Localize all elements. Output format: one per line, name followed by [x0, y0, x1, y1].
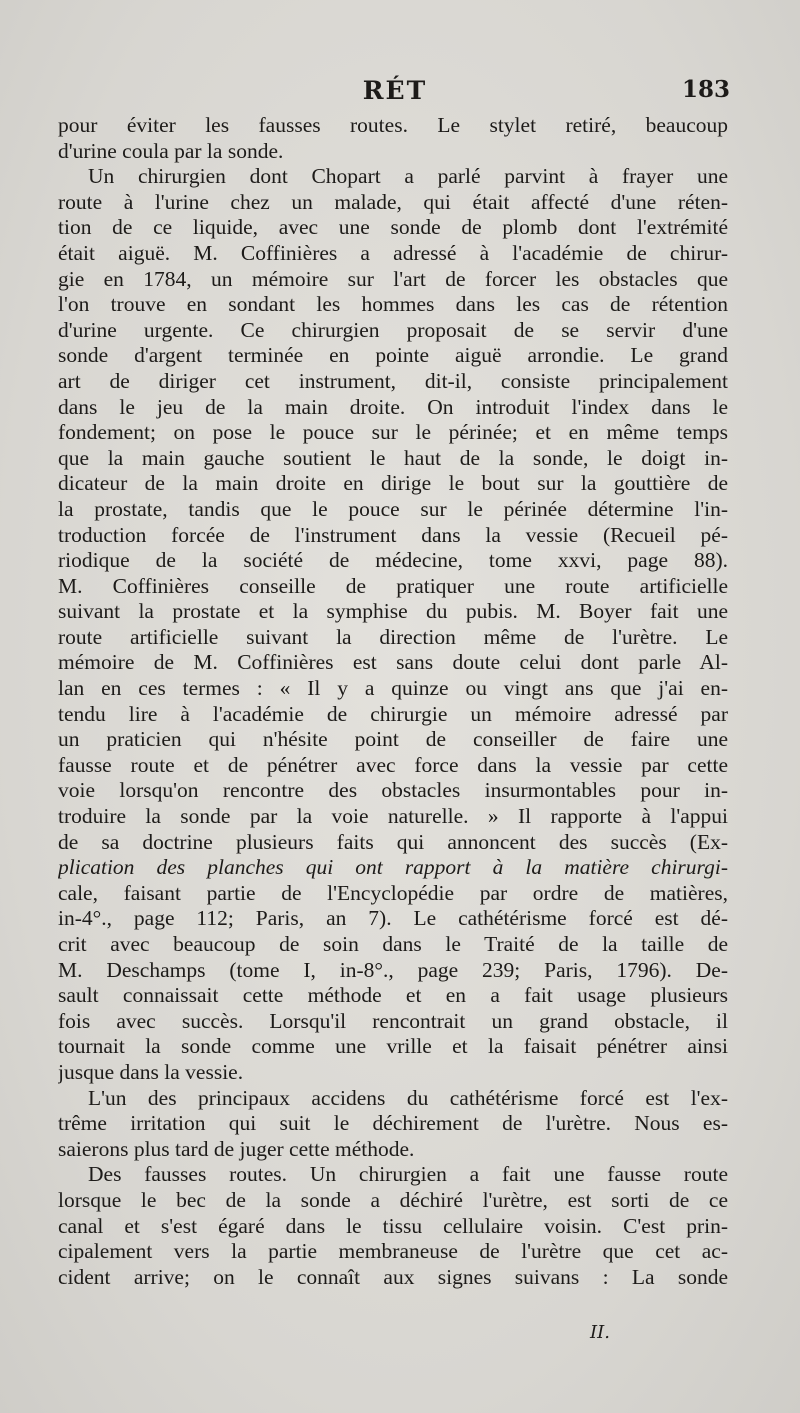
text-line: d'urine coula par la sonde. — [58, 138, 284, 163]
text-line: canal et s'est égaré dans le tissu cellulaire voisin. C'est prin- — [58, 1213, 728, 1238]
text-line: de sa doctrine plusieurs faits qui annoncent des succès (Ex- — [58, 829, 728, 854]
text-line: crit avec beaucoup de soin dans le Traité de la taille de — [58, 932, 728, 956]
text-line: troduire la sonde par la voie naturelle. » Il rapporte à l'appui — [58, 804, 728, 829]
text-line: route à l'urine chez un malade, qui était affecté d'une réten- — [58, 189, 728, 214]
text-line: la prostate, tandis que le pouce sur le périnée détermine l'in- — [58, 496, 728, 521]
text-line: L'un des principaux accidens du cathétérisme forcé est l'ex- — [88, 1085, 728, 1110]
text-line: saierons plus tard de juger cette méthode. — [58, 1136, 415, 1161]
text-line: riodique de la société de médecine, tome xxvi, page 88). — [58, 548, 728, 573]
text-line: M. Coffinières conseille de pratiquer une route artificielle — [58, 573, 728, 598]
text-line: jusque dans la vessie. — [58, 1059, 244, 1084]
text-line: cident arrive; on le connaît aux signes suivans : La sonde — [58, 1264, 728, 1289]
text-line: dans le jeu de la main droite. On introduit l'index dans le — [58, 394, 728, 419]
running-head: RÉT — [362, 76, 428, 105]
text-line: Un chirurgien dont Chopart a parlé parvint à frayer une — [88, 164, 728, 189]
text-line: lan en ces termes : « Il y a quinze ou vingt ans que j'ai en- — [58, 676, 728, 701]
body-text — [58, 113, 728, 1290]
text-line: que la main gauche soutient le haut de la sonde, le doigt in- — [58, 445, 728, 470]
text-line: Des fausses routes. Un chirurgien a fait une fausse route — [88, 1162, 728, 1187]
signature-mark: II. — [590, 1322, 610, 1343]
text-line: voie lorsqu'on rencontre des obstacles insurmontables pour in- — [58, 778, 728, 803]
text-line: dicateur de la main droite en dirige le bout sur la gouttière de — [58, 471, 728, 496]
text-line: cipalement vers la partie membraneuse de l'urètre que cet ac- — [58, 1239, 728, 1264]
text-line: route artificielle suivant la direction même de l'urètre. Le — [58, 624, 728, 649]
text-line: fondement; on pose le pouce sur le périnée; et en même temps — [58, 420, 728, 445]
text-line: sault connaissait cette méthode et en a fait usage plusieurs — [58, 983, 728, 1008]
text-line: gie en 1784, un mémoire sur l'art de forcer les obstacles que — [58, 266, 728, 291]
text-line: plication des planches qui ont rapport à la matière chirurgi- — [58, 855, 728, 880]
text-line: pour éviter les fausses routes. Le stylet retiré, beaucoup — [58, 113, 728, 137]
text-line: était aiguë. M. Coffinières a adressé à l'académie de chirur- — [58, 240, 728, 265]
text-line: fois avec succès. Lorsqu'il rencontrait un grand obstacle, il — [58, 1008, 728, 1033]
text-line: art de diriger cet instrument, dit-il, consiste principalement — [58, 368, 728, 393]
text-line: d'urine urgente. Ce chirurgien proposait de se servir d'une — [58, 317, 728, 342]
text-line: tion de ce liquide, avec une sonde de plomb dont l'extrémité — [58, 215, 728, 240]
text-line: lorsque le bec de la sonde a déchiré l'urètre, est sorti de ce — [58, 1187, 728, 1212]
text-line: fausse route et de pénétrer avec force dans la vessie par cette — [58, 752, 728, 777]
page-number: 183 — [681, 76, 730, 103]
text-line: M. Deschamps (tome I, in-8°., page 239; Paris, 1796). De- — [58, 957, 728, 982]
text-line: l'on trouve en sondant les hommes dans les cas de rétention — [58, 292, 728, 317]
text-line: cale, faisant partie de l'Encyclopédie par ordre de matières, — [58, 880, 728, 905]
text-line: in-4°., page 112; Paris, an 7). Le cathétérisme forcé est dé- — [58, 906, 728, 931]
text-line: trême irritation qui suit le déchirement de l'urètre. Nous es- — [58, 1111, 728, 1136]
page-header — [60, 76, 730, 106]
text-line: tendu lire à l'académie de chirurgie un mémoire adressé par — [58, 701, 728, 726]
text-line: suivant la prostate et la symphise du pubis. M. Boyer fait une — [58, 599, 728, 624]
text-line: troduction forcée de l'instrument dans la vessie (Recueil pé- — [58, 522, 728, 547]
text-line: mémoire de M. Coffinières est sans doute celui dont parle Al- — [58, 650, 728, 675]
text-line: un praticien qui n'hésite point de conseiller de faire une — [58, 727, 728, 752]
text-line: sonde d'argent terminée en pointe aiguë arrondie. Le grand — [58, 343, 728, 368]
text-line: tournait la sonde comme une vrille et la faisait pénétrer ainsi — [58, 1034, 728, 1059]
